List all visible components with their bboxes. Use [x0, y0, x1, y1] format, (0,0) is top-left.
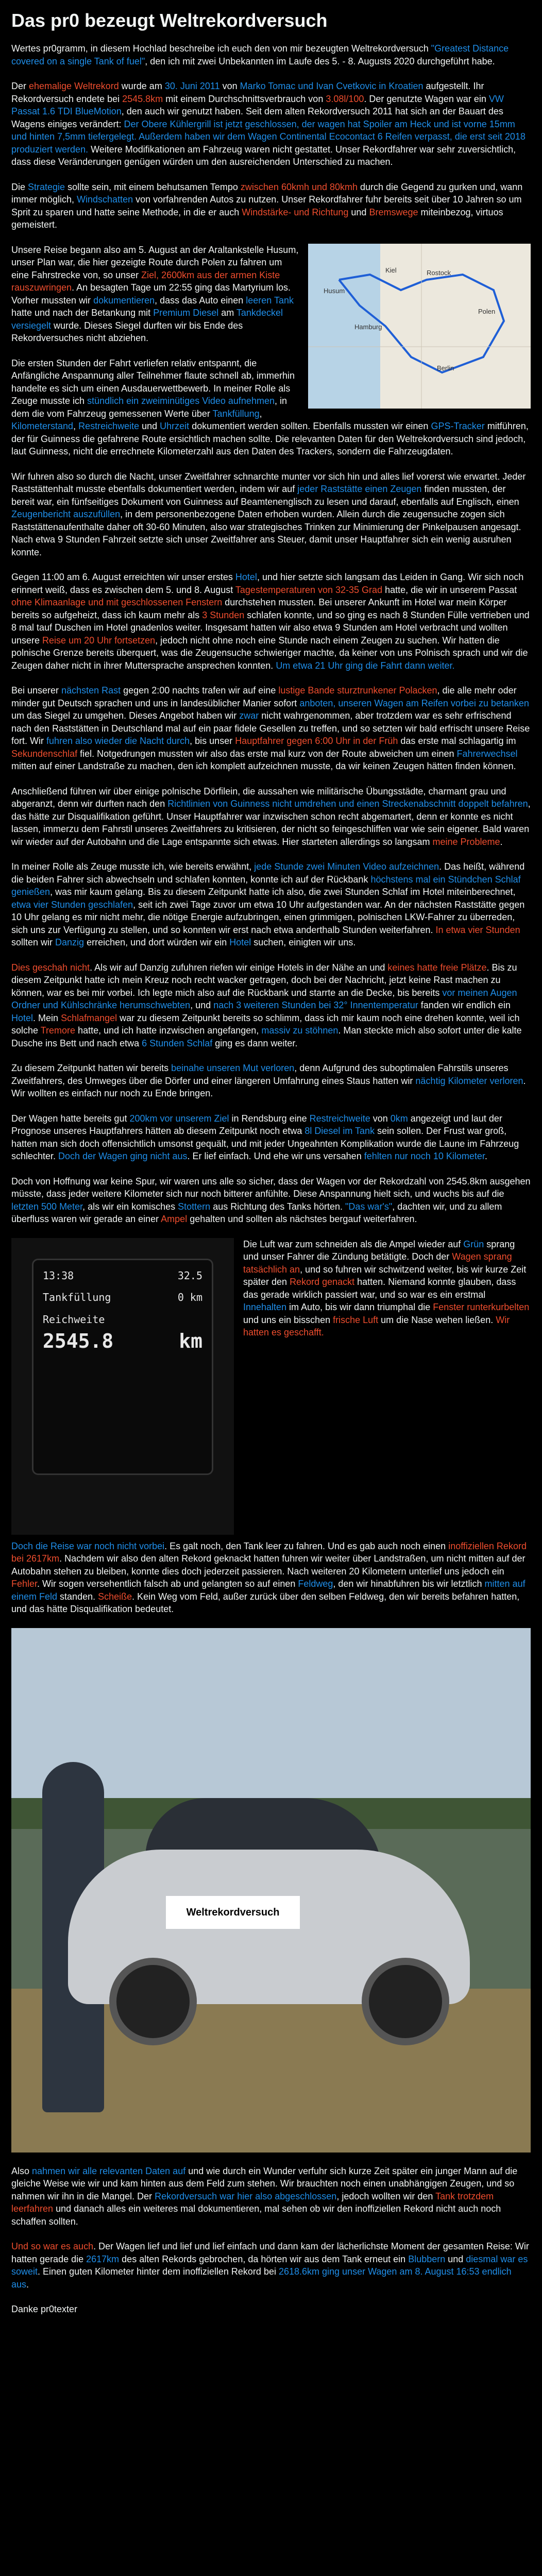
record-title-link[interactable]: "Greatest Distance covered on a single Tank of fuel"	[11, 43, 509, 66]
text: mitführen, der für Guinness die gefahrene Route ersichtlich machen sollte. Die relevanten Daten für den Weltrekordversuch sind jedoch, laut Guinness, nicht die errechnete Kilometerzahl aus den Daten des Trackers, sondern die Fahrzeugdaten.	[11, 421, 529, 456]
map-label: Berlin	[437, 364, 454, 372]
text: , jedoch wollten wir den	[336, 2191, 436, 2201]
highlight: Tagestemperaturen von 32-35 Grad	[235, 584, 383, 595]
highlight: Ziel, 2600km aus der armen Kiste rauszuwringen	[11, 269, 280, 293]
text: von vorfahrenden Autos zu nutzen. Unser Rekordfahrer fuhr bereits seit über 10 Jahren so um Sprit zu sparen und hatte seine Methode, in die er auch	[11, 194, 522, 217]
highlight: nach 3 weiteren Stunden bei 32° Innentemperatur	[213, 1000, 418, 1010]
text: , in dem die vom Fahrzeug gemessenen Werte über	[11, 396, 287, 419]
text: miteinbezog, virtuos gemeistert.	[11, 207, 503, 230]
odometer-value: 2545.8	[43, 1330, 114, 1352]
last-meters-paragraph	[11, 1175, 531, 1226]
text: , den auch wir genutzt haben. Seit dem alten Rekordversuch 2011 hat sich an der Bauart des Wagens einiges verändert:	[11, 106, 503, 129]
text: , den wir hinabfuhren bis wir letztlich	[333, 1579, 485, 1589]
text: . Wir sogen versehentlich falsch ab und gelangten so auf einen	[37, 1579, 298, 1589]
text: und	[139, 421, 160, 431]
text: Der Wagen hatte bereits gut	[11, 1113, 130, 1124]
highlight: Tremore	[40, 1025, 76, 1036]
zero-range-paragraph	[11, 1112, 531, 1163]
text: , und so fuhren wir schwitzend weiter, bis wir kurze Zeit später den	[243, 1264, 527, 1287]
highlight: Marko Tomac und Ivan Cvetkovic in Kroatien	[240, 81, 424, 91]
text: . Der Wagen lief und lief und lief einfach und dann kam der lächerlichste Moment der gesamten Reise: Wir hatten gerade die	[11, 2241, 529, 2264]
highlight: letzten 500 Meter	[11, 1201, 83, 1212]
map-label: Hamburg	[354, 323, 382, 331]
text: hatte, und ich hatte inzwischen angefangen,	[75, 1025, 262, 1036]
text: nicht wahrgenommen, aber trotzdem war es sehr erfrischend nach den Raststätten in Deutschland mal auf ein paar fidele Gesellen zu treffen, und so setzten wir bald erfrischt unsere Reise fort. Wir	[11, 710, 530, 746]
record-sticker: Weltrekordversuch	[166, 1896, 300, 1929]
intro-paragraph	[11, 42, 531, 67]
danzig-paragraph	[11, 961, 531, 1050]
highlight: ehemalige Weltrekord	[29, 81, 119, 91]
text: schlafen konnte, und so ging es nach 8 Stunden Fülle vertrieben und 8 mal tauf Duschen im Hotel gnadenlos weiter. Insgesamt hatten wir also etwa 9 Stunden am Hotel verbracht und wollten unsere	[11, 609, 530, 646]
text: . Der genutzte Wagen war ein	[364, 93, 489, 104]
text: Unsere Reise begann also am 5. August an der Araltankstelle Husum, unser Plan war, die hier gezeigte Route durch Polen zu fahren um eine Fahrstrecke von, so unser	[11, 244, 299, 280]
highlight: meine Probleme	[432, 836, 500, 847]
text: Doch von Hoffnung war keine Spur, wir waren uns alle so sicher, dass der Wagen vor der Rekordzahl von 2545.8km ausgehen müsste, dass jeder weitere Kilometer sich nur noch bitterer anfühlte. Diese Anspannung hielt sich, und wuchs bis auf die	[11, 1176, 531, 1199]
text: Die ersten Stunden der Fahrt verliefen relativ entspannt, die Anfängliche Anspannung aller Teilnehmer flaute schnell ab, immerhin handelte es sich um einen Ausdauerwettbewerb. In meiner Rolle als Zeuge musste ich	[11, 358, 295, 406]
car-photo	[11, 1628, 531, 2153]
highlight: Doch die Reise war noch nicht vorbei	[11, 1540, 165, 1551]
highlight: Stottern	[178, 1201, 211, 1212]
highlight: 3.08l/100	[326, 93, 364, 104]
text: im Auto, bis wir dann triumphal die	[286, 1302, 433, 1312]
text: standen.	[57, 1591, 98, 1602]
text: wurde am	[118, 81, 165, 91]
highlight: Sekundenschlaf	[11, 748, 78, 759]
highlight: Restreichweite	[78, 421, 140, 431]
highlight: Danzig	[55, 937, 84, 947]
text: wurde. Dieses Siegel durften wir bis Ende des Rekordversuches nicht abziehen.	[11, 320, 243, 343]
text: . Einen guten Kilometer hinter dem inoffiziellen Rekord bei	[38, 2266, 279, 2277]
text: .	[26, 2279, 29, 2290]
text: von	[370, 1113, 391, 1124]
text: , dachten wir, und zu allem überfluss waren wir gerade an einer	[11, 1201, 502, 1224]
highlight: fehlten nur noch 10 Kilometer	[364, 1151, 485, 1161]
text: des alten Rekords gebrochen, da hörten wir aus dem Tank erneut ein	[119, 2253, 409, 2264]
text: Zu diesem Zeitpunkt hatten wir bereits	[11, 1063, 172, 1073]
text: . Er lief einfach. Und ehe wir uns versahen	[187, 1151, 364, 1161]
highlight: ohne Klimaanlage und mit geschlossenen Fenstern	[11, 597, 223, 607]
text: sprang und unser Fahrer die Zündung betätigte. Doch der	[243, 1239, 515, 1262]
text: erreichen, und dort würden wir ein	[84, 937, 230, 947]
poland-rest-paragraph	[11, 684, 531, 773]
dashboard-display	[32, 1259, 213, 1475]
lost-courage-paragraph	[11, 1062, 531, 1100]
text: . Wir wollten es einfach nur noch zu Ende bringen.	[11, 1075, 526, 1098]
text: aufgestellt. Ihr Rekordversuch endete bei	[11, 81, 484, 104]
text: fiel. Notgedrungen mussten wir also das erste mal kurz von der Route abweichen um einen	[77, 748, 457, 759]
text: und wie durch ein Wunder verfuhr sich kurze Zeit später ein junger Mann auf die gleiche Weise wie wir und kam hinten aus dem Feld zum stehen. Wir brauchten noch einen unabhängigen Zeugen, und so nahmen wir ihn in die Mangel. Der	[11, 2165, 518, 2201]
text: .	[500, 836, 503, 847]
highlight: lustige Bande sturztrunkener Polacken	[278, 685, 437, 696]
highlight: jede Stunde zwei Minuten Video aufzeichnen	[254, 861, 439, 872]
highlight: nächtig Kilometer verloren	[415, 1075, 523, 1086]
route-map-image	[308, 244, 531, 409]
text: mitten auf einer Landstraße zu machen, den ich komplett aufzeichnen musste, da wir keinen Zeugen hätten finden können.	[11, 761, 516, 771]
highlight: Hauptfahrer gegen 6:00 Uhr in der Früh	[235, 736, 398, 746]
highlight: fuhren also wieder die Nacht durch	[46, 736, 190, 746]
highlight: "Das war's"	[345, 1201, 393, 1212]
highlight: Hotel	[11, 1012, 33, 1023]
text: von	[219, 81, 240, 91]
text: . Bis zu diesem Zeitpunkt hatte ich mein Kreuz noch recht wacker getragen, doch bei der Nachricht, jetzt keine Rast machen zu können, war es bei mir vorbei. Ich legte mich also auf die Rückbank und starrte an die Decke, bis bereits	[11, 962, 517, 998]
highlight: GPS-Tracker	[431, 421, 485, 431]
text: hatten. Niemand konnte glauben, dass das gerade wirklich passiert war, und so war es ein erstmal	[243, 1277, 516, 1300]
highlight: Schlafmangel	[61, 1012, 117, 1023]
highlight: inoffiziellen Rekord bei 2617km	[11, 1540, 527, 1564]
text: Gegen 11:00 am 6. August erreichten wir unser erstes	[11, 572, 235, 582]
text: sein sollen. Der Frust war groß, hatten man sich doch offensichtlich umsonst gequält, und mit jeder Ungeahnten Komplikation wurde die Laune im Fahrzeug schlechter.	[11, 1126, 519, 1161]
text: am	[218, 308, 236, 318]
highlight: 200km vor unserem Ziel	[129, 1113, 229, 1124]
text: , und hier setzte sich langsam das Leiden in Gang. Wir sich noch erinnert weiß, dass es zwischen dem 5. und 8. August	[11, 572, 524, 595]
text: , als wir ein komisches	[82, 1201, 178, 1212]
highlight: Innehalten	[243, 1302, 287, 1312]
text: ging es dann weiter.	[212, 1038, 298, 1048]
front-wheel	[109, 1958, 197, 2045]
highlight: In etwa vier Stunden	[435, 924, 520, 935]
highlight: Reise um 20 Uhr fortsetzen	[42, 635, 156, 646]
text: , jedoch nicht ohne noch eine Stunde nach einem Zeugen zu suchen. Wir hatten die polnische Grenze bereits überquert, was die Zeugensuche schwieriger machte, da keiner von uns Polnisch sprach und wir die Zeugen daher nicht in ihrer Muttersprache ansprechen konnten.	[11, 635, 528, 671]
highlight: 8l Diesel im Tank	[304, 1126, 375, 1136]
highlight: Dies geschah nicht	[11, 962, 90, 973]
highlight: stündlich ein zweiminütiges Video aufnehmen	[87, 396, 275, 406]
text: und danach alles ein weiteres mal dokumentieren, mal sehen ob wir den inoffiziellen Rekord nicht auch noch schaffen sollten.	[11, 2204, 501, 2227]
text: aus Richtung des Tanks hörten.	[210, 1201, 346, 1212]
text: . Man steckte mich also sofort unter die kalte Dusche ins Bett und nach etwa	[11, 1025, 522, 1048]
highlight: Um etwa 21 Uhr ging die Fahrt dann weiter.	[276, 660, 455, 671]
text: . Das heißt, während die beiden Fahrer sich abwechseln und schlafen konnten, konnte ich auf der Rückbank	[11, 861, 525, 885]
highlight: Tankdeckel versiegelt	[11, 308, 283, 331]
text: finden mussten, der bereit war, ein fünfseitiges Dokument von Guinness auf Beamtenenglisch zu lesen und darauf, ebenfalls auf Englisch, einen	[11, 484, 519, 507]
highlight: etwa vier Stunden geschlafen	[11, 899, 133, 910]
highlight: Fahrerwechsel	[456, 748, 518, 759]
highlight: Strategie	[28, 181, 65, 192]
clock: 13:38	[43, 1269, 74, 1282]
highlight: Premium Diesel	[153, 308, 219, 318]
map-label: Rostock	[427, 268, 451, 277]
route-line	[308, 244, 531, 409]
highlight: anboten, unseren Wagen am Reifen vorbei zu betanken	[299, 698, 529, 708]
text: Die Luft war zum schneiden als die Ampel wieder auf	[243, 1239, 464, 1249]
text: und	[445, 2253, 466, 2264]
highlight: VW Passat 1.6 TDI BlueMotion	[11, 93, 504, 116]
highlight: mitten auf einem Feld	[11, 1579, 526, 1602]
text: um das Siegel zu umgehen. Dieses Angebot haben wir	[11, 710, 240, 721]
text: , bis unser	[190, 736, 235, 746]
highlight: frische Luft	[333, 1314, 379, 1325]
range-label: Reichweite	[43, 1313, 105, 1326]
text: . Es galt noch, den Tank leer zu fahren. Und es gab auch noch einen	[164, 1540, 449, 1551]
night-paragraph	[11, 470, 531, 559]
highlight: Zeugenbericht auszufüllen	[11, 509, 121, 519]
highlight: 3 Stunden	[202, 609, 245, 620]
highlight: Feldweg	[298, 1579, 333, 1589]
highlight: nahmen wir alle relevanten Daten auf	[32, 2165, 186, 2176]
map-label: Husum	[324, 286, 345, 295]
text: gegen 2:00 nachts trafen wir auf eine	[121, 685, 279, 696]
highlight: diesmal war es soweit	[11, 2253, 528, 2277]
text: , den ich mit zwei Unbekannten im Laufe des 5. - 8. Augusts 2020 durchgeführt habe.	[145, 56, 495, 66]
text: um die Nase wehen ließen.	[378, 1314, 496, 1325]
text: war zu diesem Zeitpunkt bereits so schlimm, dass ich mir kaum noch eine drehen konnte, weil ich solche	[11, 1012, 520, 1036]
page-title: Das pr0 bezeugt Weltrekordversuch	[11, 10, 328, 31]
hotel-paragraph	[11, 571, 531, 672]
text: hatte und nach der Betankung mit	[11, 308, 154, 318]
text: hatte, die wir in unserem Passat	[382, 584, 517, 595]
highlight: zwar	[239, 710, 259, 721]
highlight: Hotel	[229, 937, 251, 947]
highlight: Grün	[463, 1239, 484, 1249]
text: sollte sein, mit einem behutsamen Tempo	[65, 181, 241, 192]
text: . Kein Weg vom Feld, außer zurück über den selben Feldweg, den wir bereits befahren hatten, und das hätte Disqualifikation bedeutet.	[11, 1591, 520, 1614]
field-paragraph	[11, 1540, 531, 1616]
highlight: beinahe unseren Mut verloren	[171, 1063, 295, 1073]
highlight: Wir hatten es geschafft.	[243, 1314, 510, 1337]
range-value: 0 km	[177, 1291, 202, 1303]
text: durchstehen mussten. Bei unserer Ankunft im Hotel war mein Körper bereits so aufgeheizt, dass ich kaum mehr als	[11, 597, 507, 620]
highlight: Restreichweite	[309, 1113, 370, 1124]
text: in Rendsburg eine	[229, 1113, 310, 1124]
map-label: Kiel	[385, 266, 397, 274]
text: Wir fuhren also so durch die Nacht, unser Zweitfahrer schnarchte munter vor sich hin und alles lief vorerst wie erwartet. Jeder Raststättenhalt musste ebenfalls dokumentiert werden, indem wir auf	[11, 471, 526, 494]
highlight: Tank trotzdem leerfahren	[11, 2191, 494, 2214]
highlight: Doch der Wagen ging nicht aus	[58, 1151, 188, 1161]
highlight: jeder Raststätte einen Zeugen	[297, 484, 422, 494]
text: suchen, einigten wir uns.	[251, 937, 356, 947]
strategy-paragraph	[11, 181, 531, 231]
signoff: Danke pr0texter	[11, 2304, 78, 2314]
highlight: Und so war es auch	[11, 2241, 94, 2251]
highlight: nächsten Rast	[61, 685, 121, 696]
text: das erste mal schlagartig im	[398, 736, 516, 746]
highlight: zwischen 60kmh und 80kmh	[240, 181, 358, 192]
finale-paragraph	[11, 2240, 531, 2291]
highlight: 0km	[390, 1113, 408, 1124]
highlight: Rekordversuch war hier also abgeschlossen	[155, 2191, 337, 2201]
text: . Mein	[33, 1012, 61, 1023]
text: Anschließend führen wir über einige polnische Dörfilein, die aussahen wie militärische Übungsstädte, charmant grau und abgeranzt, denn wir durften nach den	[11, 786, 506, 809]
text: .	[484, 1151, 487, 1161]
highlight: 6 Stunden Schlaf	[142, 1038, 213, 1048]
text: , die alle mehr oder minder gut Deutsch sprachen und uns in landesüblicher Manier sofort	[11, 685, 517, 708]
highlight: Fenster runterkurbelten	[433, 1302, 530, 1312]
text: , seit ich zwei Tage zuvor um etwa 10 Uhr aufgestanden war. An der nächsten Raststätte gegen 10 Uhr gelang es mir nicht mehr, die nötige Energie aufzubringen, einen grimmigen, polnischen LKW-Fahrer zu überreden, sich uns zur Verfügung zu stellen, und so konnten wir erst nach etwa anderthalb Stunden weiterfahren.	[11, 899, 525, 935]
text: Die	[11, 181, 28, 192]
text: . An besagten Tage um 22:55 ging das Martyrium los. Vorher mussten wir	[11, 282, 291, 306]
highlight: Tankfüllung	[212, 408, 260, 419]
text: ,	[259, 408, 262, 419]
highlight: Richtlinien von Guinness nicht umdrehen und einen Streckenabschnitt doppelt befahren	[167, 799, 528, 809]
highlight: 2617km	[86, 2253, 120, 2264]
text: , dass das Auto einen	[155, 295, 246, 306]
highlight: Fehler	[11, 1579, 38, 1589]
highlight: Rekord genackt	[290, 1277, 355, 1287]
sleep-paragraph	[11, 860, 531, 949]
text: Bei unserer	[11, 685, 62, 696]
highlight: 30. Juni 2011	[164, 81, 220, 91]
highlight: dokumentieren	[93, 295, 155, 306]
text: In meiner Rolle als Zeuge musste ich, wie bereits erwähnt,	[11, 861, 255, 872]
fuel-label: Tankfüllung	[43, 1291, 111, 1303]
text: sollten wir	[11, 937, 56, 947]
text: . Nachdem wir also den alten Rekord geknackt hatten fuhren wir weiter über Landstraßen, um nicht mitten auf der Autobahn stehen zu bleiben, konnte dies doch jederzeit passieren. Nach weiteren 20 Kilometern unterlief uns jedoch ein	[11, 1553, 526, 1577]
highlight: Bremswege	[369, 207, 418, 217]
highlight: vor meinen Augen Ordner und Kühlschränke herumschwebten	[11, 987, 517, 1010]
highlight: 2545.8km	[122, 93, 163, 104]
text: , was mir kaum gelang. Bis zu diesem Zeitpunkt hatte ich also, die zwei Stunden Schlaf im Hotel miteinberechnet,	[50, 887, 516, 897]
text: , und	[190, 1000, 214, 1010]
old-record-paragraph	[11, 80, 531, 168]
highlight: Blubbern	[408, 2253, 446, 2264]
highlight: Windschatten	[77, 194, 133, 205]
highlight: Der Obere Kühlergrill ist jetzt geschlossen, der wagen hat Spoiler am Heck und ist vorne 15mm und hinten 7,5mm tiefergelegt. Außerdem haben wir dem Wagen Continental Ecocontact 6 Reifen verpasst, die erst seit 2018 produziert werden.	[11, 118, 526, 155]
text: gehalten und sollten als nächstes bergauf weiterfahren.	[187, 1214, 417, 1224]
text: fanden wir endlich ein	[418, 1000, 511, 1010]
text: und	[348, 207, 369, 217]
highlight: 2618.6km ging unser Wagen am 8. August 16:53 endlich aus	[11, 2266, 512, 2290]
highlight: massiv zu stöhnen	[261, 1025, 338, 1036]
text: angezeigt und laut der Prognose unseres Hauptfahrers hätten ab diesem Zeitpunkt noch etwa	[11, 1113, 502, 1136]
temperature: 32.5	[177, 1269, 202, 1282]
text: . Als wir auf Danzig zufuhren riefen wir einige Hotels in der Nähe an und	[90, 962, 388, 973]
text: ,	[73, 421, 79, 431]
text: Weitere Modifikationen am Fahrzeug waren nicht gestattet. Unser Rekordfahrer war sehr zuversichtlich, dass diese Veränderungen genügen würden um den ausreichenden Unterschied zu machen.	[11, 144, 516, 167]
highlight: keines hatte freie Plätze	[387, 962, 487, 973]
rear-wheel	[362, 1958, 449, 2045]
text: dokumentiert werden sollten. Ebenfalls mussten wir einen	[189, 421, 431, 431]
villages-paragraph	[11, 785, 531, 849]
witness-paragraph	[11, 2165, 531, 2228]
highlight: Scheiße	[98, 1591, 132, 1602]
highlight: Windstärke- und Richtung	[242, 207, 349, 217]
map-label: Polen	[478, 307, 496, 315]
text: mit einem Durchschnittsverbrauch von	[163, 93, 326, 104]
highlight: Hotel	[235, 572, 257, 582]
highlight: Ampel	[161, 1214, 188, 1224]
highlight: leeren Tank	[246, 295, 294, 306]
text: durch die Gegend zu gurken und, wann immer möglich,	[11, 181, 523, 205]
highlight: höchstens mal ein Stündchen Schlaf genießen	[11, 874, 521, 897]
highlight: Uhrzeit	[160, 421, 190, 431]
text: , in dem personenbezogene Daten erhoben wurden. Allein durch die zeugensuche zogen sich Raststättenaufenthalte daher oft 30-60 Minuten, also war strategisches Trinken zur Minimierung der Pinkelpausen angesagt. Nach etwa 9 Stunden Fahrzeit setzte sich unser Zweitfahrer ans Steuer, damit unser Hauptfahrer sich ein wenig ausruhen konnte.	[11, 509, 521, 557]
text: Der	[11, 81, 29, 91]
text: Wertes pr0gramm, in diesem Hochlad beschreibe ich euch den von mir bezeugten Weltrekordversuch	[11, 43, 431, 54]
text: Also	[11, 2165, 32, 2176]
text: , das hätte zur Disqualifikation geführt. Unser Hauptfahrer war inzwischen schon recht abgemartert, denn er konnte es nicht lassen, immerzu dem Fahrstil unseres Zweitfahrers zu kritisieren, der nicht so feingeschliffen war wie sein eigener. Bald waren wir wieder auf der Autobahn und die Lage entspannte sich etwas. Hier starteten allerdings so langsam	[11, 799, 531, 847]
text: und uns ein bisschen	[243, 1314, 333, 1325]
highlight: Kilometerstand	[11, 421, 74, 431]
odometer-unit: km	[179, 1330, 202, 1352]
highlight: Wagen sprang tatsächlich an	[243, 1251, 512, 1275]
text: , denn Aufgrund des suboptimalen Fahrstils unseres Zweitfahrers, des Umweges über die Dörfer und einer längeren Umfahrung eines Staus hatten wir	[11, 1063, 509, 1086]
dashboard-photo	[11, 1238, 234, 1535]
